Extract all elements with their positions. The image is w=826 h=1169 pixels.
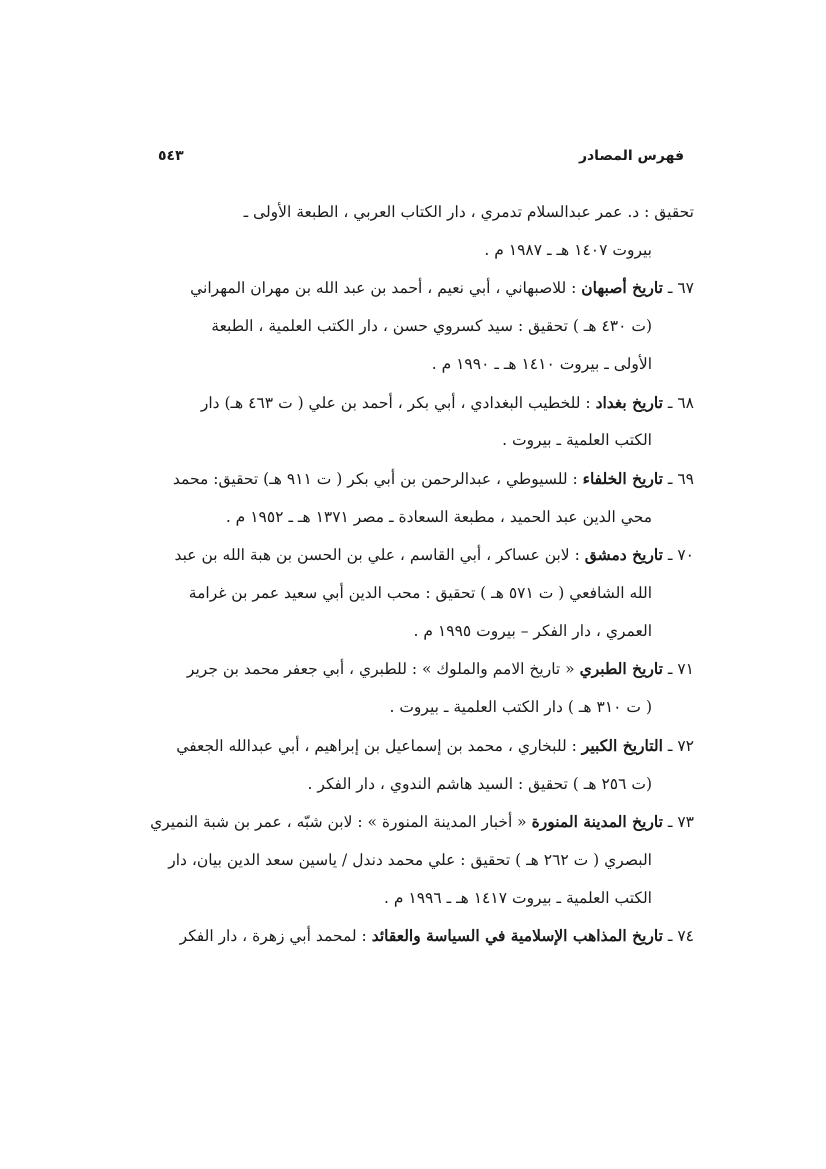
bibliography-list [150,194,694,956]
entry-number: ٧٤ ـ [667,927,694,946]
entry-title: تاريخ بغداد [595,392,663,412]
entry-line: (ت ٤٣٠ هـ ) تحقيق : سيد كسروي حسن ، دار الكتب العلمية ، الطبعة [211,317,652,336]
entry-first-line [150,460,694,499]
entry-first-line [150,536,694,575]
entry-line: الكتب العلمية ـ بيروت ١٤١٧ هـ ـ ١٩٩٦ م . [383,888,652,907]
entry-first-line [150,917,694,956]
entry-line: (ت ٢٥٦ هـ ) تحقيق : السيد هاشم الندوي ، دار الفكر . [307,774,652,793]
bibliography-entry-71 [150,650,694,726]
bibliography-entry-70 [150,536,694,650]
entry-text: « أخبار المدينة المنورة » : لابن شبّه ، عمر بن شبة النميري [150,813,532,832]
entry-title: تاريخ دمشق [584,545,663,565]
entry-first-line [150,650,694,689]
entry-text: « تاريخ الامم والملوك » : للطبري ، أبي جعفر محمد بن جرير [186,660,580,679]
page-number: ٥٤٣ [158,148,184,164]
entry-line: البصري ( ت ٢٦٢ هـ ) تحقيق : علي محمد دندل / ياسين سعد الدين بيان، دار [168,850,652,869]
entry-text: : للخطيب البغدادي ، أبي بكر ، أحمد بن علي ( ت ٤٦٣ هـ) دار [200,393,596,412]
entry-text: : للاصبهاني ، أبي نعيم ، أحمد بن عبد الله بن مهران المهراني [190,279,582,298]
entry-number: ٦٧ ـ [667,279,694,298]
entry-title: تاريخ المذاهب الإسلامية في السياسة والعقائد [371,926,663,946]
bibliography-entry-74 [150,917,694,956]
entry-line: الأولى ـ بيروت ١٤١٠ هـ ـ ١٩٩٠ م . [431,354,652,373]
entry-first-line [150,803,694,842]
entry-line: العمري ، دار الفكر – بيروت ١٩٩٥ م . [413,621,652,640]
entry-line: تحقيق : د. عمر عبدالسلام تدمري ، دار الكتاب العربي ، الطبعة الأولى ـ [243,203,694,221]
page-header [158,148,684,174]
entry-title: تاريخ أصبهان [581,278,663,298]
entry-number: ٧٠ ـ [667,546,694,565]
entry-title: تاريخ الطبري [579,659,663,679]
entry-text: : لمحمد أبي زهرة ، دار الفكر [179,927,372,946]
entry-title: تاريخ الخلفاء [582,468,663,488]
entry-number: ٦٩ ـ [667,469,694,488]
entry-line: الكتب العلمية ـ بيروت . [502,431,652,450]
bibliography-entry-68 [150,384,694,460]
entry-number: ٧٣ ـ [667,813,694,832]
entry-title: التاريخ الكبير [581,735,663,755]
bibliography-entry-73 [150,803,694,917]
entry-title: تاريخ المدينة المنورة [531,812,663,832]
entry-line: بيروت ١٤٠٧ هـ ـ ١٩٨٧ م . [484,240,652,259]
entry-line: محي الدين عبد الحميد ، مطبعة السعادة ـ مصر ١٣٧١ هـ ـ ١٩٥٢ م . [225,507,652,526]
bibliography-entry-69 [150,460,694,536]
entry-text: : للبخاري ، محمد بن إسماعيل بن إبراهيم ، أبي عبدالله الجعفي [176,736,582,755]
bibliography-entry-67 [150,269,694,383]
bibliography-entry-continuation [150,194,694,269]
entry-first-line [150,384,694,423]
entry-line: ( ت ٣١٠ هـ ) دار الكتب العلمية ـ بيروت . [389,698,652,717]
entry-first-line [150,727,694,766]
entry-line: الله الشافعي ( ت ٥٧١ هـ ) تحقيق : محب الدين أبي سعيد عمر بن غرامة [188,584,652,603]
page-title: فهرس المصادر [578,148,684,164]
entry-number: ٧٢ ـ [667,736,694,755]
entry-first-line [150,269,694,308]
entry-text: : للسيوطي ، عبدالرحمن بن أبي بكر ( ت ٩١١ هـ) تحقيق: محمد [172,469,583,488]
entry-text: : لابن عساكر ، أبي القاسم ، علي بن الحسن بن هبة الله بن عبد [174,546,585,565]
entry-number: ٦٨ ـ [667,393,694,412]
bibliography-entry-72 [150,727,694,803]
entry-number: ٧١ ـ [667,660,694,679]
